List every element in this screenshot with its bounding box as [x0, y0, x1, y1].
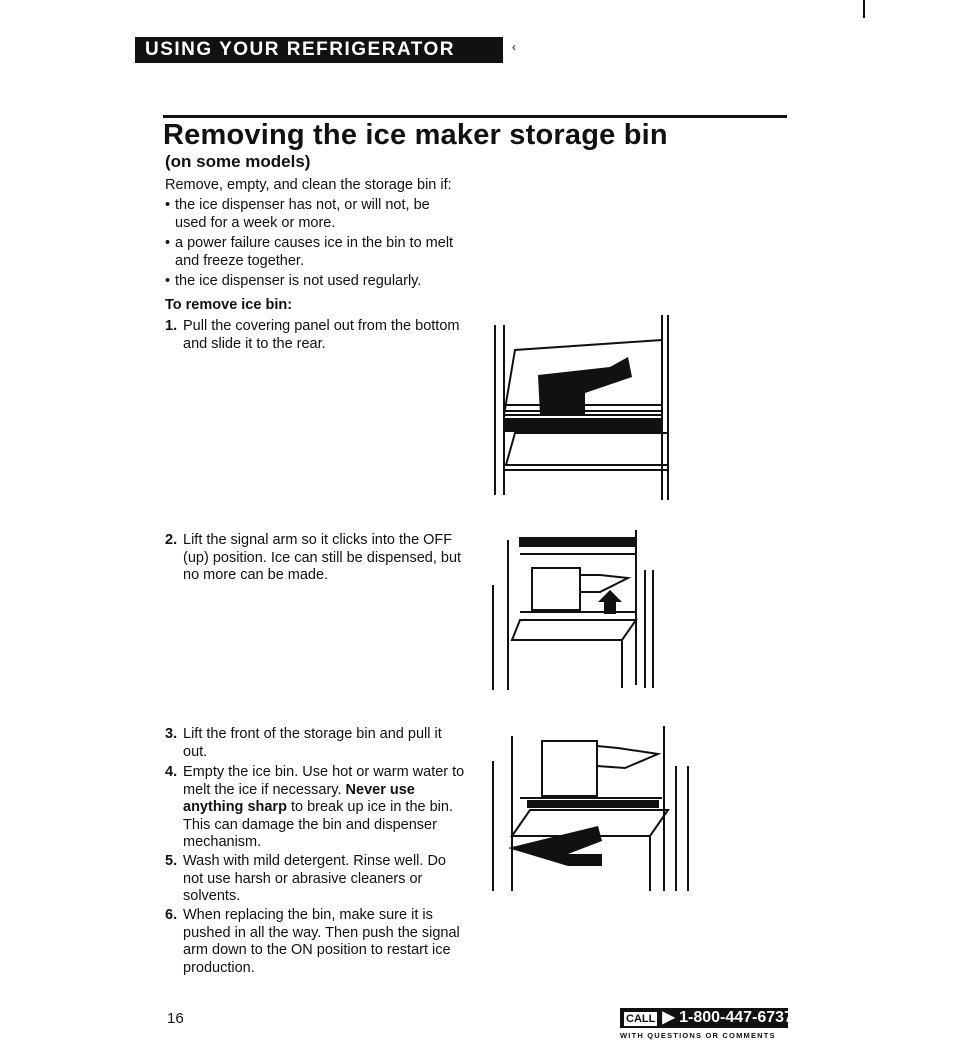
list-item: • the ice dispenser has not, or will not, be used for a week or more.: [165, 196, 465, 232]
step-text: When replacing the bin, make sure it is pushed in all the way. Then push the signal arm down to the ON position to restart ice production.: [183, 907, 460, 976]
list-item: • the ice dispenser is not used regularly.: [165, 272, 465, 290]
section-banner: USING YOUR REFRIGERATOR: [135, 37, 503, 63]
step-text: Lift the signal arm so it clicks into the OFF (up) position. Ice can still be dispensed, but no more can be made.: [183, 532, 462, 583]
step-number: 2.: [165, 532, 178, 548]
step-text-part: to break up ice in the bin. This can damage the bin and dispenser mechanism.: [183, 799, 453, 850]
step-number: 6.: [165, 907, 178, 923]
steps-heading: To remove ice bin:: [165, 297, 293, 313]
warning-text: Never use anything sharp: [183, 781, 415, 815]
figure-covering-panel: [490, 315, 675, 500]
step-number: 5.: [165, 853, 178, 869]
step-text: Lift the front of the storage bin and pull it out.: [183, 726, 442, 760]
phone-number: 1-800-447-6737: [679, 1009, 793, 1026]
step-text-part: Empty the ice bin. Use hot or warm water to melt the ice if necessary.: [183, 764, 465, 798]
page-number: 16: [167, 1010, 184, 1027]
page-edge-mark: [863, 0, 865, 18]
step-number: 1.: [165, 318, 178, 334]
intro-text: Remove, empty, and clean the storage bin if:: [165, 177, 452, 193]
step-text: Pull the covering panel out from the bottom and slide it to the rear.: [183, 318, 460, 352]
step-text: Wash with mild detergent. Rinse well. Do not use harsh or abrasive cleaners or solvents.: [183, 853, 446, 904]
step-number: 4.: [165, 764, 178, 780]
condition-list: [165, 196, 465, 292]
figure-signal-arm: [490, 530, 660, 692]
banner-tick: ‹: [512, 40, 516, 54]
page-subtitle: (on some models): [165, 152, 311, 171]
call-banner: [620, 1008, 793, 1028]
list-item: • a power failure causes ice in the bin to melt and freeze together.: [165, 234, 465, 270]
figure-storage-bin-removal: [490, 726, 695, 894]
title-rule: [163, 115, 787, 118]
call-tag: CALL: [622, 1010, 659, 1028]
call-caption: WITH QUESTIONS OR COMMENTS: [620, 1031, 776, 1040]
step-text: [183, 764, 467, 852]
arrow-icon: ▶: [662, 1009, 675, 1026]
page-title: Removing the ice maker storage bin: [163, 119, 668, 151]
step-number: 3.: [165, 726, 178, 742]
